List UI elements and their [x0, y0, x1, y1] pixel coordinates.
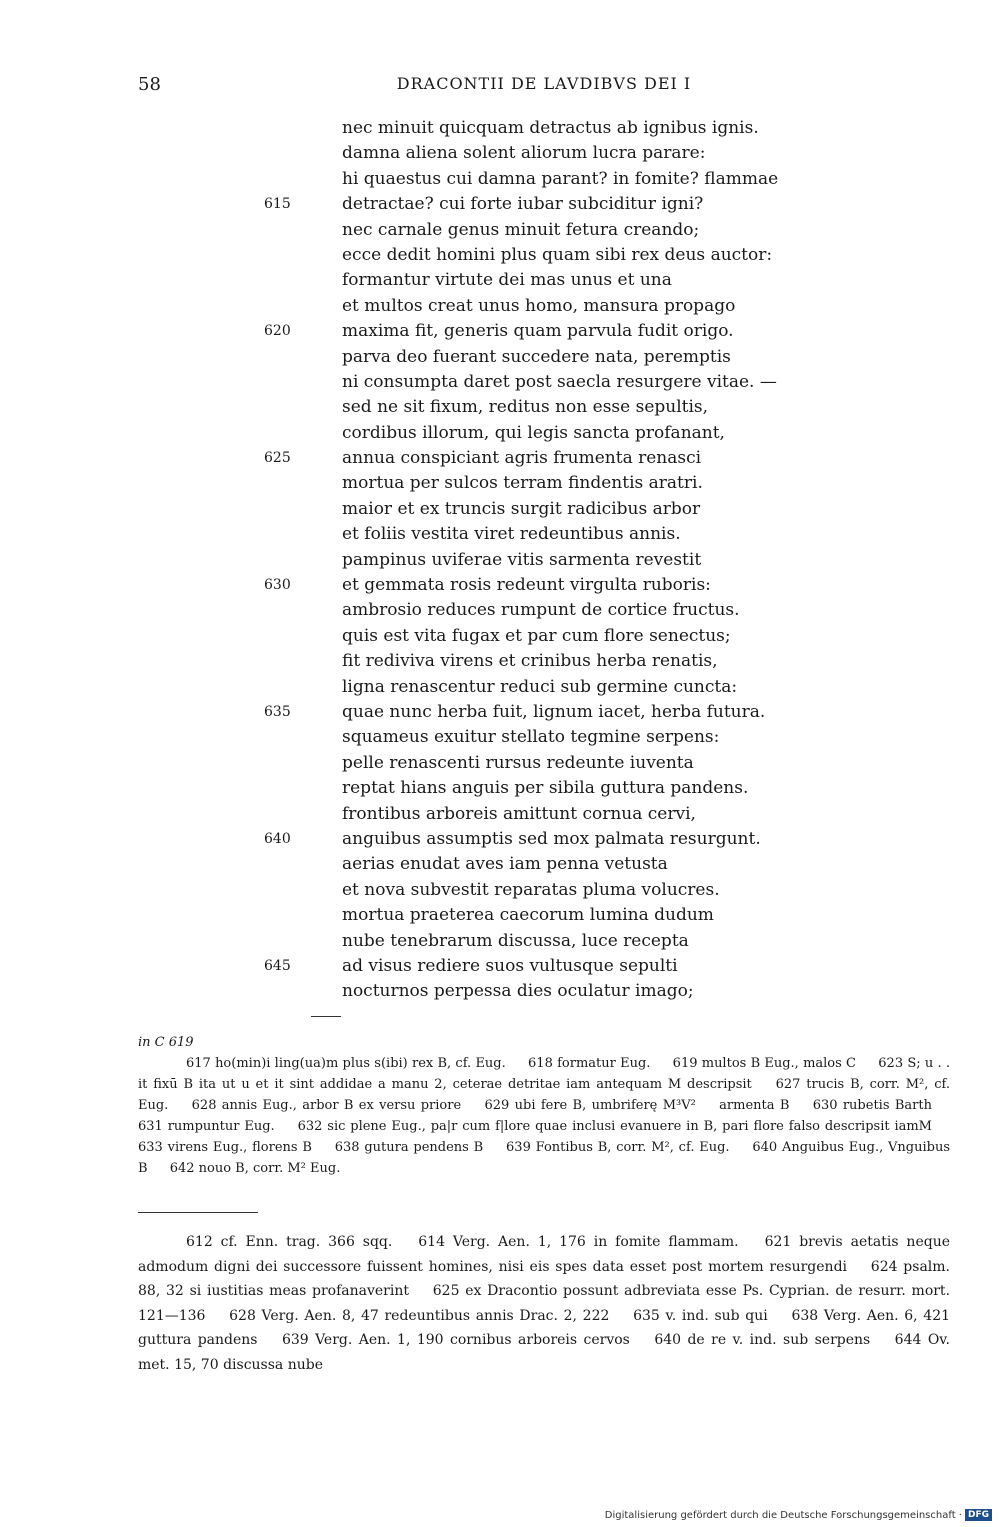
verse-text: nec carnale genus minuit fetura creando;	[342, 219, 700, 240]
apparatus-entry: 618 formatur Eug.	[528, 1056, 651, 1071]
fontes-entry: 612 cf. Enn. trag. 366 sqq.	[186, 1234, 393, 1250]
verse-number: 625	[264, 450, 291, 467]
verse-line	[0, 446, 1000, 471]
verse-text: annua conspiciant agris frumenta renasci	[342, 448, 702, 469]
verse-text: et gemmata rosis redeunt virgulta ruboris:	[342, 575, 711, 596]
apparatus-entry: 639 Fontibus B, corr. M², cf. Eug.	[506, 1140, 730, 1155]
verse-text: pampinus uviferae vitis sarmenta revestit	[342, 549, 702, 570]
fontes-entry: 614 Verg. Aen. 1, 176 in fomite flammam.	[418, 1234, 739, 1250]
verse-text: squameus exuitur stellato tegmine serpens:	[342, 727, 720, 748]
verse-line	[0, 497, 1000, 522]
fontes-entry: 625 ex Dracontio possunt adbreviata esse Ps. Cyprian. de resurr. mort. 121—136	[138, 1283, 951, 1324]
verse-text: quis est vita fugax et par cum flore senectus;	[342, 625, 731, 646]
apparatus-entry: 617 ho(min)i ling(ua)m plus s(ibi) rex B, cf. Eug.	[186, 1056, 506, 1071]
verse-text: quae nunc herba fuit, lignum iacet, herba futura.	[342, 701, 766, 722]
verse-line	[0, 141, 1000, 166]
apparatus-entry: 633 virens Eug., florens B	[138, 1140, 312, 1155]
apparatus-entry: 640 Anguibus Eug., Vnguibus B	[138, 1140, 951, 1176]
verse-text: et multos creat unus homo, mansura propago	[342, 295, 736, 316]
verse-text: ligna renascentur reduci sub germine cuncta:	[342, 676, 738, 697]
separator-rule-short	[311, 1016, 341, 1017]
verse-number: 630	[264, 577, 291, 594]
verse-line	[0, 929, 1000, 954]
verse-text: reptat hians anguis per sibila guttura pandens.	[342, 778, 749, 799]
verse-line	[0, 700, 1000, 725]
verse-text: nocturnos perpessa dies oculatur imago;	[342, 981, 694, 1002]
verse-number: 640	[264, 830, 291, 847]
verse-text: et foliis vestita viret redeuntibus annis.	[342, 524, 681, 545]
verse-line	[0, 954, 1000, 979]
verse-line	[0, 395, 1000, 420]
footer-text: Digitalisierung gefördert durch die Deutsche Forschungsgemeinschaft ·	[604, 1509, 962, 1521]
dfg-logo: DFG	[965, 1509, 992, 1521]
fontes-entry: 639 Verg. Aen. 1, 190 cornibus arboreis cervos	[281, 1332, 630, 1348]
apparatus-entry: 630 rubetis Barth	[812, 1098, 932, 1113]
verse-text: nube tenebrarum discussa, luce recepta	[342, 930, 689, 951]
running-title: DRACONTII DE LAVDIBVS DEI I	[396, 74, 692, 93]
verse-text: cordibus illorum, qui legis sancta profanant,	[342, 422, 725, 443]
fontes-entry: 640 de re v. ind. sub serpens	[654, 1332, 871, 1348]
fontes-apparatus	[138, 1230, 950, 1377]
page-header	[138, 74, 950, 98]
verse-text: mortua praeterea caecorum lumina dudum	[342, 905, 714, 926]
verse-line	[0, 116, 1000, 141]
verse-number: 620	[264, 323, 291, 340]
verse-number: 635	[264, 703, 291, 720]
apparatus-sigla: in C 619	[138, 1035, 194, 1050]
verse-number: 615	[264, 196, 291, 213]
fontes-entry: 644 Ov. met. 15, 70 discussa nube	[138, 1332, 951, 1373]
verse-line	[0, 751, 1000, 776]
verse-text: et nova subvestit reparatas pluma volucres.	[342, 879, 720, 900]
verse-line	[0, 675, 1000, 700]
apparatus-entry: 642 nouo B, corr. M² Eug.	[169, 1161, 341, 1176]
verse-line	[0, 345, 1000, 370]
verse-text: ecce dedit homini plus quam sibi rex deus auctor:	[342, 244, 773, 265]
verse-line	[0, 776, 1000, 801]
verse-line	[0, 649, 1000, 674]
apparatus-entry: armenta B	[719, 1098, 790, 1113]
verse-text: maxima fit, generis quam parvula fudit origo.	[342, 321, 734, 342]
apparatus-entry: 627 trucis B, corr. M², cf. Eug.	[138, 1077, 950, 1113]
verse-line	[0, 598, 1000, 623]
verse-line	[0, 421, 1000, 446]
verse-line	[0, 725, 1000, 750]
page-number: 58	[138, 74, 161, 95]
verse-number: 645	[264, 957, 291, 974]
verse-text: ambrosio reduces rumpunt de cortice fructus.	[342, 600, 740, 621]
apparatus-entry: 628 annis Eug., arbor B ex versu priore	[191, 1098, 462, 1113]
verse-line	[0, 471, 1000, 496]
apparatus-entry: 619 multos B Eug., malos C	[672, 1056, 857, 1071]
verse-text: nec minuit quicquam detractus ab ignibus ignis.	[342, 118, 759, 138]
fontes-entry: 621 brevis aetatis neque admodum digni dei successore fuissent homines, nisi eis spes data esset post mortem resurgendi	[138, 1234, 951, 1275]
fontes-entry: 624 psalm. 88, 32 si iustitias meas profanaverint	[138, 1258, 950, 1299]
verse-text: mortua per sulcos terram findentis aratri.	[342, 473, 703, 494]
apparatus-entries	[138, 1053, 950, 1179]
verse-text: hi quaestus cui damna parant? in fomite? flammae	[342, 168, 779, 189]
apparatus-entry: 631 rumpuntur Eug.	[138, 1119, 275, 1134]
verse-text: aerias enudat aves iam penna vetusta	[342, 854, 668, 875]
separator-rule-long	[138, 1212, 258, 1213]
verse-line	[0, 979, 1000, 1004]
verse-line	[0, 319, 1000, 344]
verse-text: detractae? cui forte iubar subciditur igni?	[342, 194, 704, 215]
verse-line	[0, 548, 1000, 573]
apparatus-entry: 623 S; u . . it fixū B ita ut u et it sint addidae a manu 2, ceterae detritae iam antequam M descripsit	[138, 1056, 951, 1092]
verse-line	[0, 573, 1000, 598]
verse-text: formantur virtute dei mas unus et una	[342, 270, 672, 291]
verse-text: sed ne sit fixum, reditus non esse sepultis,	[342, 397, 709, 418]
verse-line	[0, 370, 1000, 395]
fontes-entry: 628 Verg. Aen. 8, 47 redeuntibus annis Drac. 2, 222	[229, 1307, 610, 1324]
verse-text: frontibus arboreis amittunt cornua cervi,	[342, 803, 696, 824]
verse-line	[0, 522, 1000, 547]
footer	[605, 1509, 992, 1521]
apparatus-entry: 629 ubi fere B, umbriferę M³V²	[484, 1098, 696, 1113]
verse-text: fit rediviva virens et crinibus herba renatis,	[342, 651, 718, 672]
verse-text: ad visus rediere suos vultusque sepulti	[342, 955, 678, 976]
verse-line	[0, 903, 1000, 928]
verse-line	[0, 878, 1000, 903]
fontes-entry: 635 v. ind. sub qui	[633, 1307, 768, 1324]
verse-line	[0, 852, 1000, 877]
verse-block	[0, 116, 1000, 1005]
verse-text: pelle renascenti rursus redeunte iuventa	[342, 752, 694, 773]
verse-line	[0, 624, 1000, 649]
apparatus-entry: 632 sic plene Eug., pa|r cum f|lore quae inclusi evanuere in B, pari flore falso descripsit iamM	[297, 1119, 932, 1134]
verse-line	[0, 268, 1000, 293]
verse-text: damna aliena solent aliorum lucra parare:	[342, 143, 706, 164]
verse-line	[0, 243, 1000, 268]
verse-line	[0, 827, 1000, 852]
verse-text: maior et ex truncis surgit radicibus arbor	[342, 498, 701, 519]
verse-text: parva deo fuerant succedere nata, peremptis	[342, 346, 731, 367]
verse-line	[0, 218, 1000, 243]
verse-line	[0, 192, 1000, 217]
apparatus-entry: 638 gutura pendens B	[334, 1140, 484, 1155]
verse-line	[0, 294, 1000, 319]
verse-line	[0, 802, 1000, 827]
verse-text: ni consumpta daret post saecla resurgere vitae. —	[342, 371, 777, 392]
verse-text: anguibus assumptis sed mox palmata resurgunt.	[342, 828, 761, 849]
critical-apparatus	[138, 1032, 950, 1179]
fontes-entry: 638 Verg. Aen. 6, 421 guttura pandens	[138, 1307, 951, 1348]
verse-line	[0, 167, 1000, 192]
